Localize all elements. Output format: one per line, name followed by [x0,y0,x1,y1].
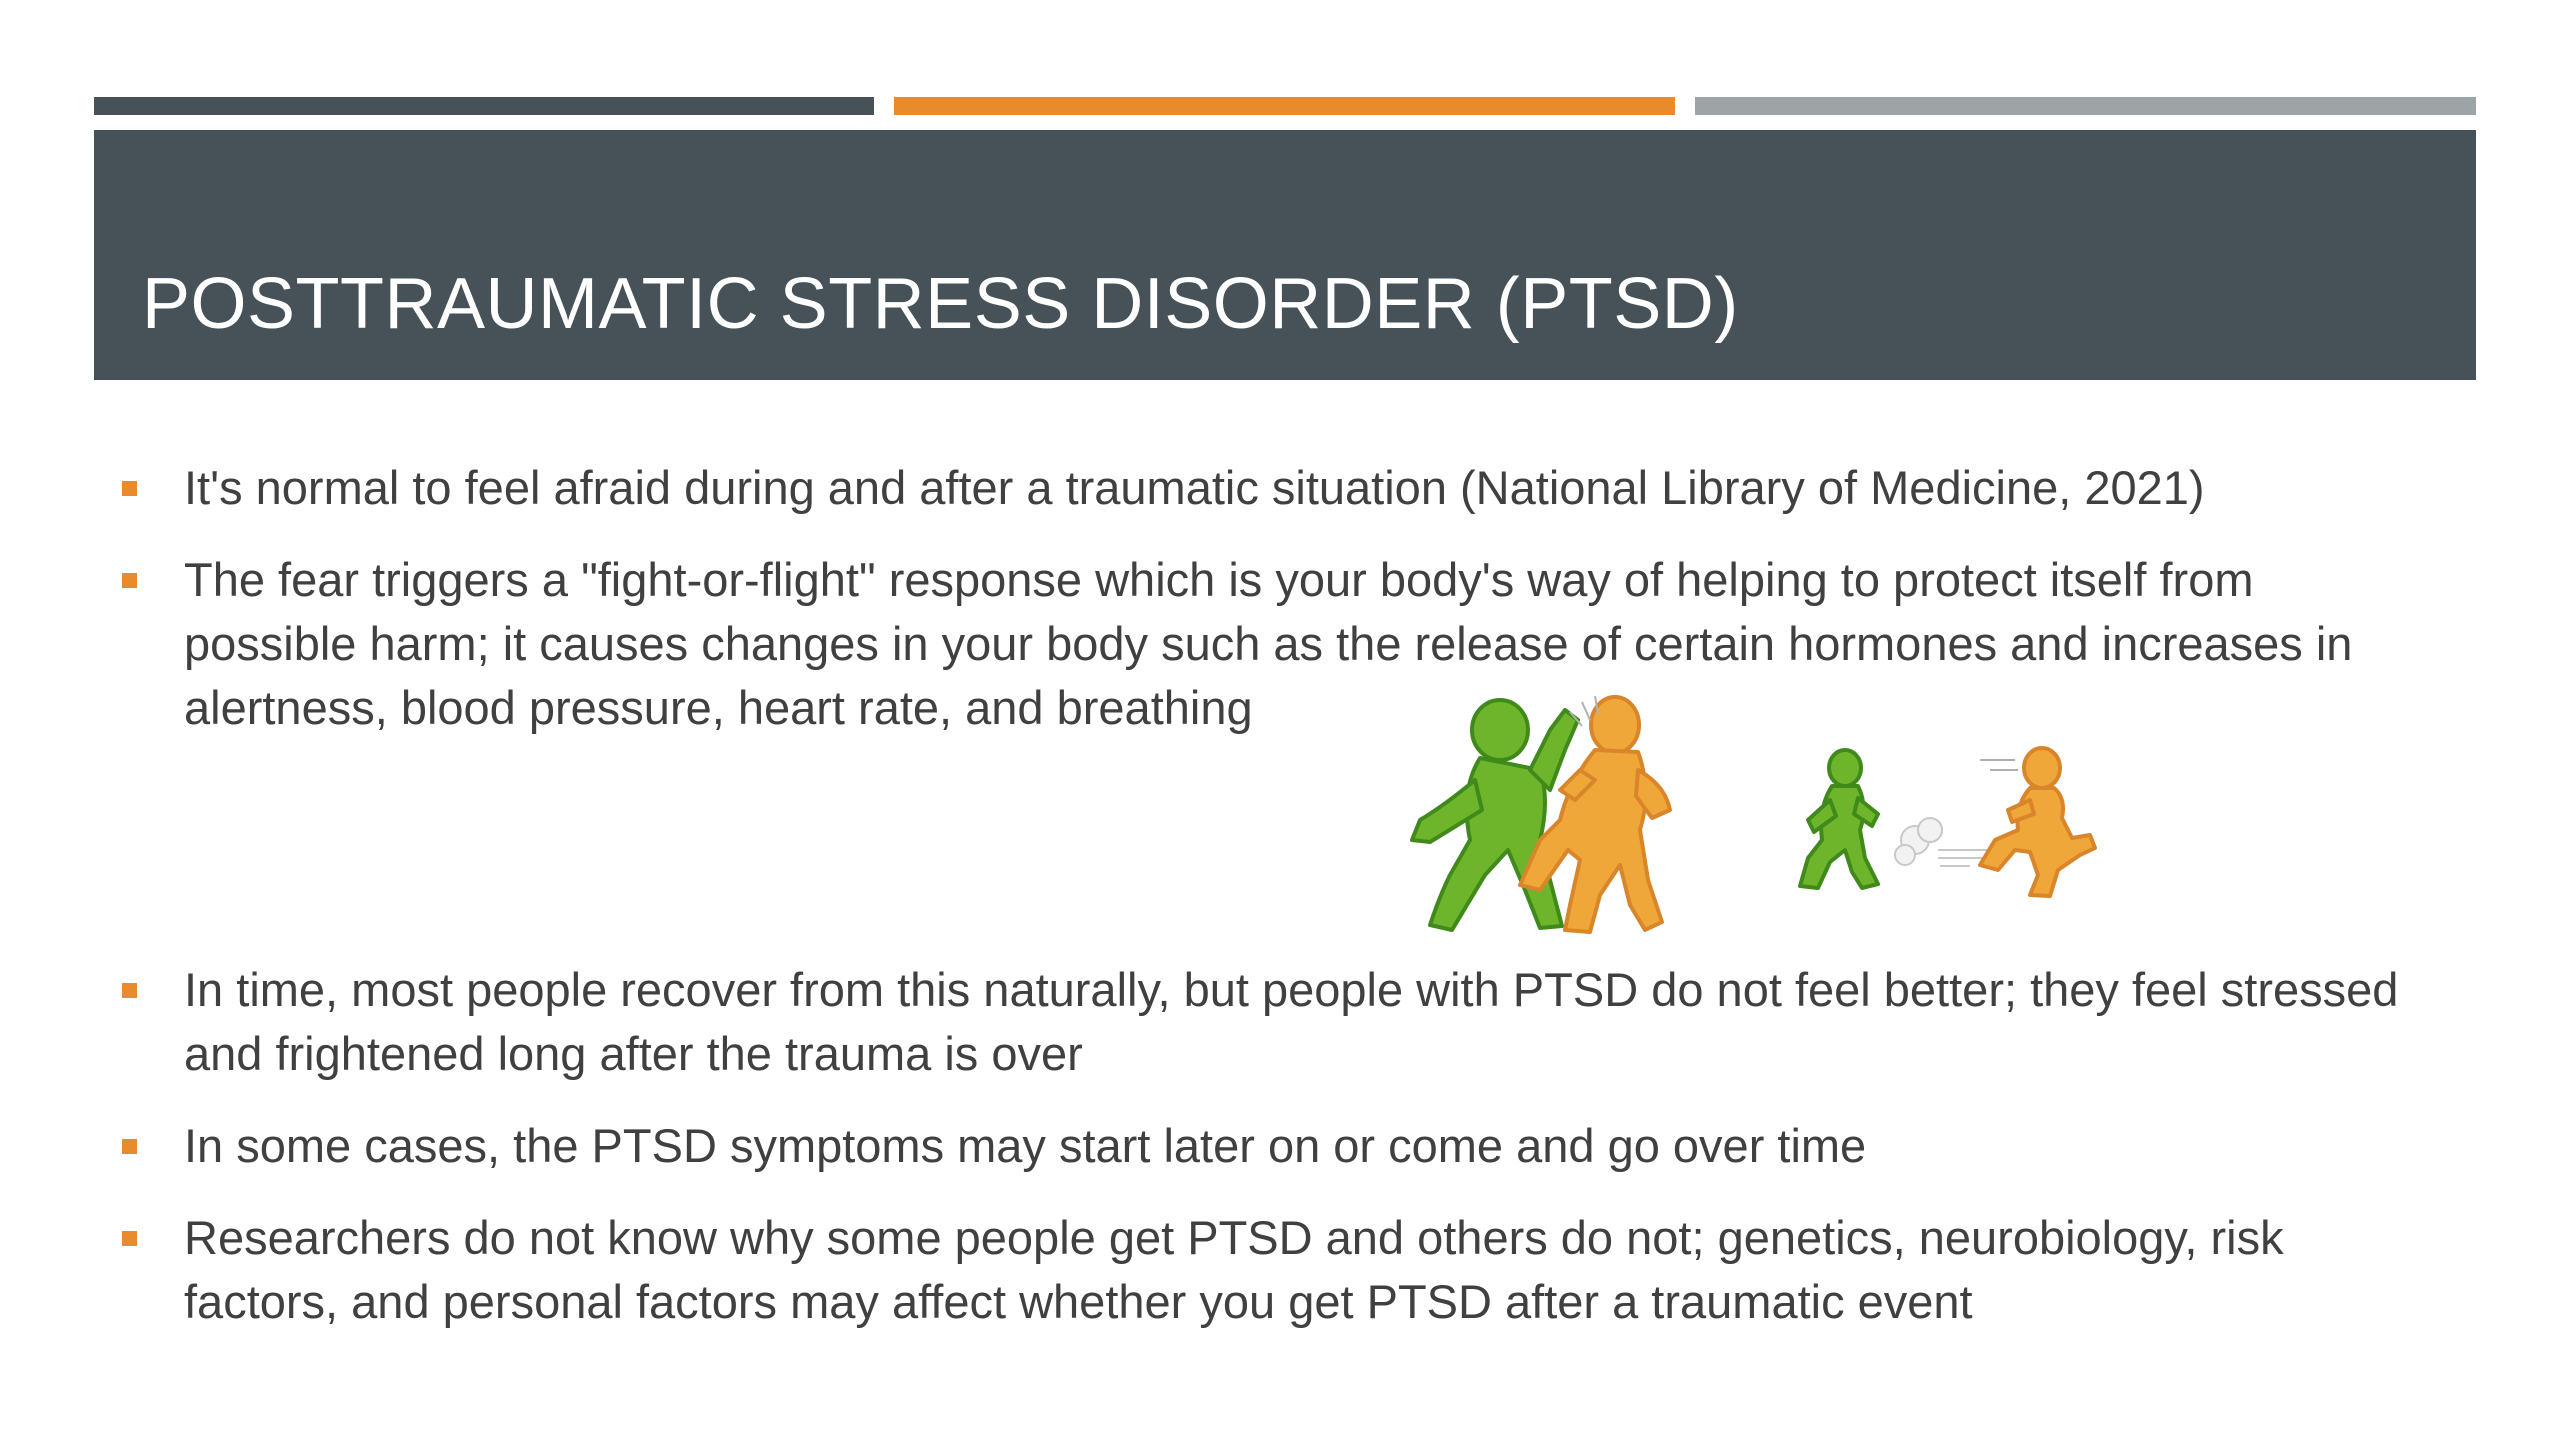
accent-bar-dark [94,97,874,115]
green-fighter-icon [1412,700,1578,930]
title-band [94,130,2476,380]
slide-title: POSTTRAUMATIC STRESS DISORDER (PTSD) [142,264,1739,344]
bullet-square-icon [122,481,137,496]
bullet-text: Researchers do not know why some people get PTSD and others do not; genetics, neurobiology, risk factors, and personal factors may affect whether you get PTSD after a traumatic event [184,1211,2284,1328]
bullet-item [120,1114,2420,1178]
bullet-text: In time, most people recover from this naturally, but people with PTSD do not feel better; they feel stressed and frightened long after the trauma is over [184,963,2399,1080]
speed-lines-icon [1980,760,2018,770]
bullet-square-icon [122,983,137,998]
bullet-item [120,1206,2420,1334]
bullet-text: In some cases, the PTSD symptoms may start later on or come and go over time [184,1119,1867,1172]
bullet-square-icon [122,573,137,588]
bullet-square-icon [122,1231,137,1246]
bullet-item [120,456,2420,520]
bullet-text: It's normal to feel afraid during and after a traumatic situation (National Library of Medicine, 2021) [184,461,2205,514]
fight-or-flight-figures-icon [1390,690,2140,950]
accent-bar-gray [1695,97,2476,115]
bullet-list-bottom [120,958,2420,1334]
green-runner-icon [1800,750,1878,888]
bullet-text: The fear triggers a "fight-or-flight" response which is your body's way of helping to protect itself from possible harm; it causes changes in your body such as the release of certain hormones and increases in alertness, blood pressure, heart rate, and breathing [184,553,2353,734]
bullet-square-icon [122,1139,137,1154]
accent-bar-orange [894,97,1675,115]
bullet-item [120,958,2420,1086]
